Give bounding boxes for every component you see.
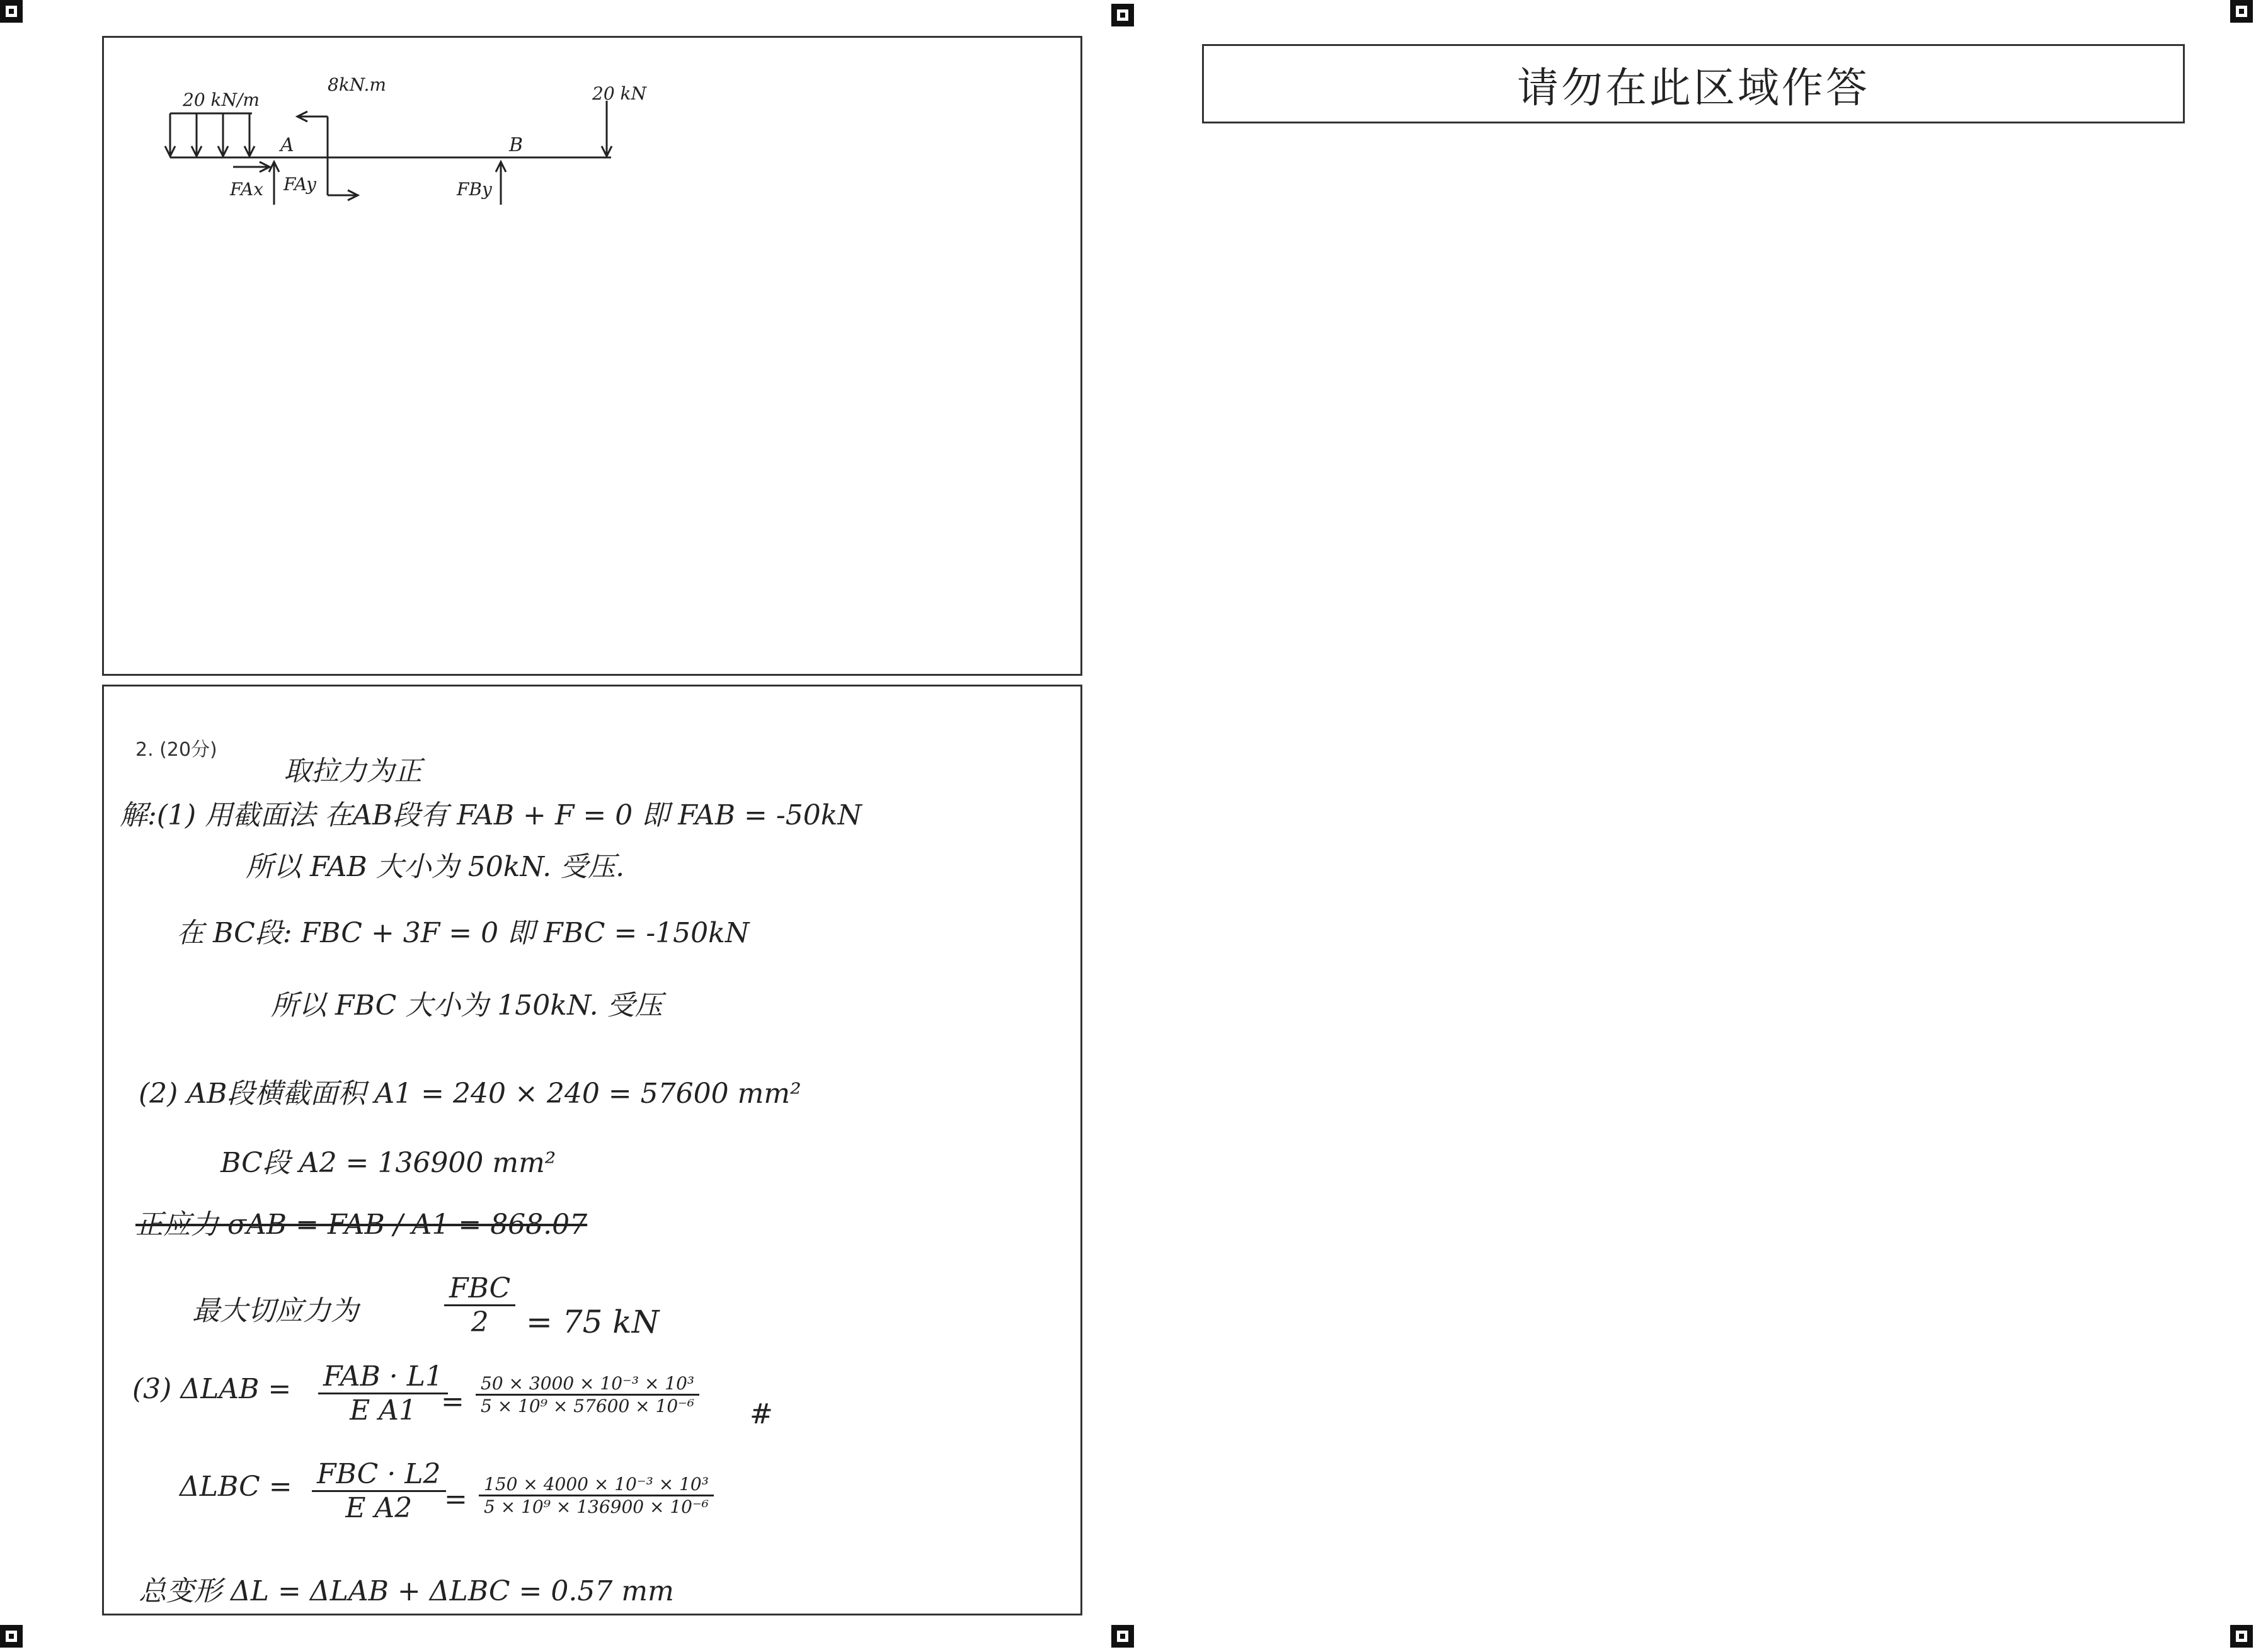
total-deformation-line: 总变形 ΔL = ΔLAB + ΔLBC = 0.57 mm — [139, 1575, 674, 1607]
moment-label: 8kN.m — [328, 74, 386, 95]
do-not-answer-banner — [1202, 44, 2185, 123]
equals-sign: = — [444, 1483, 467, 1515]
fraction-denominator: E A2 — [345, 1492, 413, 1524]
solution-line-3: 在 BC段: FBC + 3F = 0 即 FBC = -150kN — [176, 917, 750, 949]
fraction-numerator: FBC — [444, 1272, 515, 1306]
sign-convention-note: 取拉力为正 — [283, 755, 422, 787]
fraction-delta-lbc-values — [479, 1474, 714, 1517]
fax-label: FAx — [230, 179, 264, 200]
fraction-numerator: 50 × 3000 × 10⁻³ × 10³ — [476, 1373, 699, 1396]
hash-mark: # — [750, 1398, 773, 1430]
fraction-denominator: 5 × 10⁹ × 136900 × 10⁻⁶ — [484, 1496, 709, 1517]
registration-marker-top-right — [2230, 0, 2253, 23]
fraction-delta-lab-formula — [318, 1360, 448, 1427]
fraction-denominator: 5 × 10⁹ × 57600 × 10⁻⁶ — [481, 1396, 695, 1416]
fraction-delta-lbc-formula — [312, 1458, 446, 1524]
fraction-delta-lab-values — [476, 1373, 699, 1416]
registration-marker-bottom-center — [1111, 1625, 1134, 1648]
banner-text: 请勿在此区域作答 — [1517, 63, 1870, 112]
delta-lbc-label: ΔLBC = — [180, 1471, 292, 1503]
fay-label: FAy — [283, 174, 316, 195]
solution-line-7-struck: 正应力 σAB = FAB / A1 = 868.07 — [135, 1209, 588, 1241]
fraction-denominator: 2 — [471, 1306, 489, 1338]
solution-line-1: 解:(1) 用截面法 在AB段有 FAB + F = 0 即 FAB = -50kN — [120, 799, 862, 831]
fraction-denominator: E A1 — [350, 1394, 416, 1427]
registration-marker-bottom-left — [0, 1625, 23, 1648]
beam-free-body-diagram — [145, 69, 712, 233]
equals-sign: = — [441, 1386, 464, 1418]
distributed-load-label: 20 kN/m — [183, 89, 260, 110]
solution-line-5: (2) AB段横截面积 A1 = 240 × 240 = 57600 mm² — [139, 1078, 801, 1110]
max-shear-label: 最大切应力为 — [192, 1295, 358, 1327]
point-load-label: 20 kN — [592, 83, 646, 104]
fraction-numerator: FBC · L2 — [312, 1458, 446, 1492]
fraction-fbc-over-2 — [444, 1272, 515, 1338]
fby-label: FBy — [457, 179, 492, 200]
registration-marker-top-left — [0, 0, 23, 23]
registration-marker-top-center — [1111, 4, 1134, 26]
fraction-numerator: FAB · L1 — [318, 1360, 448, 1394]
registration-marker-bottom-right — [2230, 1625, 2253, 1648]
solution-line-4: 所以 FBC 大小为 150kN. 受压 — [271, 989, 663, 1022]
point-b-label: B — [509, 134, 524, 156]
max-shear-result: = 75 kN — [526, 1304, 660, 1340]
question-label: 2. (20分) — [135, 739, 217, 761]
point-a-label: A — [280, 134, 294, 156]
fraction-numerator: 150 × 4000 × 10⁻³ × 10³ — [479, 1474, 714, 1496]
solution-line-6: BC段 A2 = 136900 mm² — [220, 1147, 556, 1179]
solution-line-2: 所以 FAB 大小为 50kN. 受压. — [246, 851, 625, 883]
delta-lab-label: (3) ΔLAB = — [132, 1373, 292, 1405]
